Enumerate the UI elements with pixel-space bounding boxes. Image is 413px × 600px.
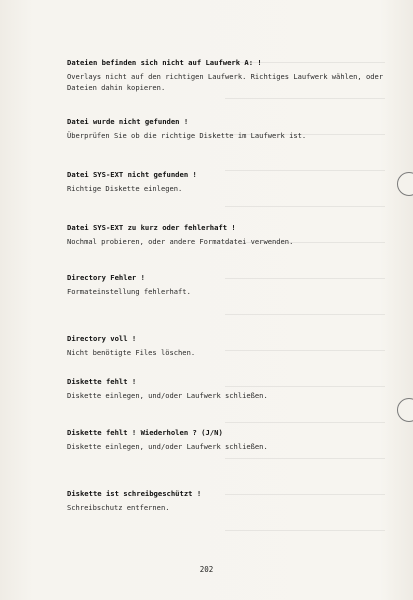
error-description: Diskette einlegen, und/oder Laufwerk schließen. xyxy=(67,391,268,400)
error-title: Directory Fehler ! xyxy=(67,273,145,282)
error-entry xyxy=(67,223,387,248)
error-entry xyxy=(67,428,387,453)
error-description: Formateinstellung fehlerhaft. xyxy=(67,287,191,296)
error-description: Nicht benötigte Files löschen. xyxy=(67,348,196,357)
error-description: Richtige Diskette einlegen. xyxy=(67,184,183,193)
error-entry xyxy=(67,170,387,195)
error-description: Diskette einlegen, und/oder Laufwerk schließen. xyxy=(67,442,268,451)
error-entry xyxy=(67,273,387,298)
show-through-text xyxy=(225,38,385,558)
error-title: Diskette fehlt ! Wiederholen ? (J/N) xyxy=(67,428,223,437)
punch-hole-lower xyxy=(397,398,413,422)
error-description: Nochmal probieren, oder andere Formatdatei verwenden. xyxy=(67,237,294,246)
error-entry xyxy=(67,377,387,402)
error-description: Überprüfen Sie ob die richtige Diskette im Laufwerk ist. xyxy=(67,131,307,140)
error-title: Diskette fehlt ! xyxy=(67,377,137,386)
error-description: Overlays nicht auf den richtigen Laufwerk. Richtiges Laufwerk wählen, oder Dateien dahin kopieren. xyxy=(67,72,384,92)
error-title: Dateien befinden sich nicht auf Laufwerk A: ! xyxy=(67,58,262,67)
punch-hole-upper xyxy=(397,172,413,196)
error-entry xyxy=(67,489,387,514)
error-title: Datei wurde nicht gefunden ! xyxy=(67,117,189,126)
error-title: Datei SYS-EXT nicht gefunden ! xyxy=(67,170,197,179)
error-title: Diskette ist schreibgeschützt ! xyxy=(67,489,202,498)
error-entry xyxy=(67,117,387,142)
error-entry xyxy=(67,334,387,359)
error-entry xyxy=(67,58,387,93)
error-description: Schreibschutz entfernen. xyxy=(67,503,170,512)
error-title: Datei SYS-EXT zu kurz oder fehlerhaft ! xyxy=(67,223,236,232)
page-number: 202 xyxy=(199,565,214,574)
error-title: Directory voll ! xyxy=(67,334,137,343)
